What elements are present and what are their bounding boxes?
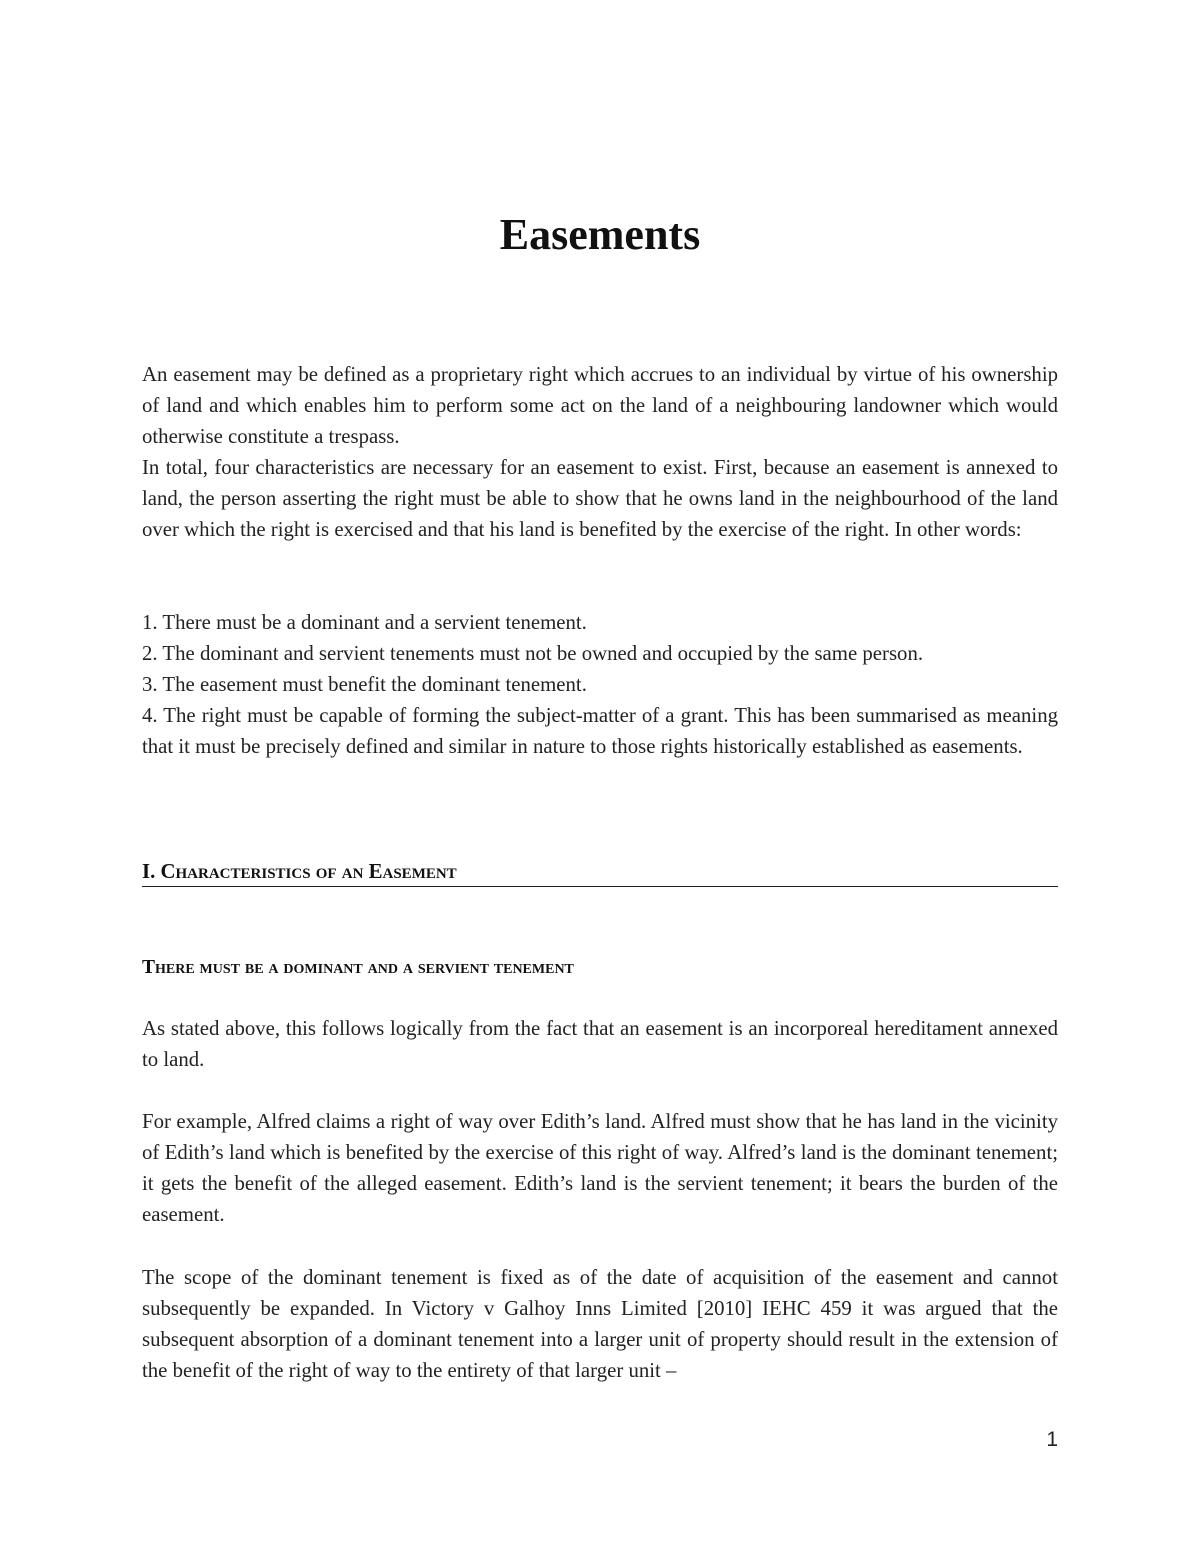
list-item: 2. The dominant and servient tenements must not be owned and occupied by the same person. <box>142 642 924 665</box>
body-paragraph-block <box>142 1013 1058 1075</box>
intro-paragraph: In total, four characteristics are necessary for an easement to exist. First, because an easement is annexed to land, the person asserting the right must be able to show that he owns land in the neighbourhood of the land over which the right is exercised and that his land is benefited by the exercise of the right. In other words: <box>142 456 1058 541</box>
intro-section <box>142 359 1058 545</box>
body-paragraph-block <box>142 1106 1058 1230</box>
list-item: 1. There must be a dominant and a servient tenement. <box>142 611 587 634</box>
list-item: 4. The right must be capable of forming the subject-matter of a grant. This has been summarised as meaning that it must be precisely defined and similar in nature to those rights historically established as easements. <box>142 704 1058 758</box>
list-item: 3. The easement must benefit the dominant tenement. <box>142 673 587 696</box>
section-heading: I. Characteristics of an Easement <box>142 858 1058 887</box>
body-paragraph: For example, Alfred claims a right of way over Edith’s land. Alfred must show that he has land in the vicinity of Edith’s land which is benefited by the exercise of this right of way. Alfred’s land is the dominant tenement; it gets the benefit of the alleged easement. Edith’s land is the servient tenement; it bears the burden of the easement. <box>142 1110 1058 1226</box>
intro-paragraph: An easement may be defined as a proprietary right which accrues to an individual by virtue of his ownership of land and which enables him to perform some act on the land of a neighbouring landowner which would otherwise constitute a trespass. <box>142 363 1058 448</box>
sub-heading: There must be a dominant and a servient tenement <box>142 957 574 978</box>
body-paragraph: The scope of the dominant tenement is fixed as of the date of acquisition of the easement and cannot subsequently be expanded. In Victory v Galhoy Inns Limited [2010] IEHC 459 it was argued that the subsequent absorption of a dominant tenement into a larger unit of property should result in the extension of the benefit of the right of way to the entirety of that larger unit – <box>142 1266 1058 1382</box>
body-paragraph-block <box>142 1262 1058 1386</box>
body-paragraph: As stated above, this follows logically from the fact that an easement is an incorporeal hereditament annexed to land. <box>142 1017 1058 1071</box>
document-title: Easements <box>499 210 701 259</box>
page-number: 1 <box>1046 1428 1058 1451</box>
characteristics-list <box>142 607 1058 762</box>
